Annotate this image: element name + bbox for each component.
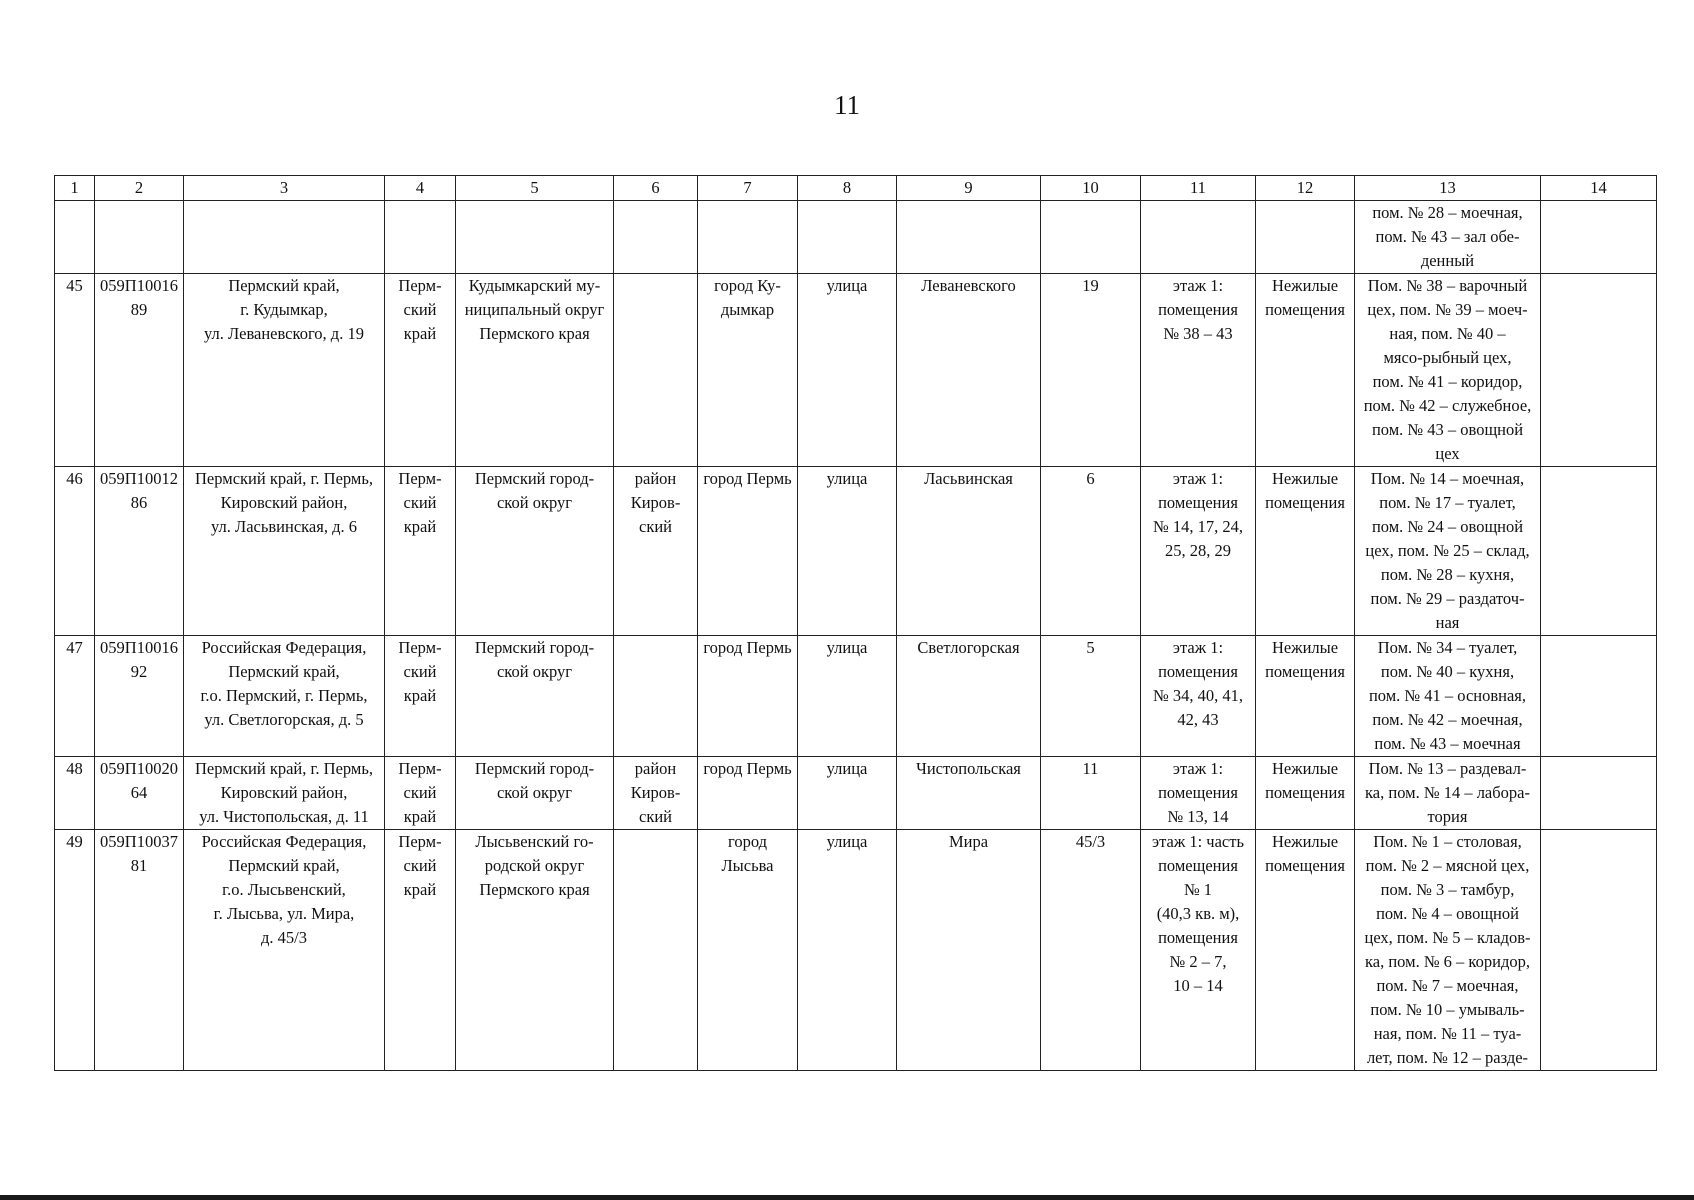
cell-object-type: Нежилые помещения — [1256, 636, 1355, 757]
scan-bottom-edge — [0, 1195, 1694, 1200]
cell-street-name: Светлогорская — [897, 636, 1041, 757]
cell-rooms-description: Пом. № 34 – туалет, пом. № 40 – кухня, пом. № 41 – основная, пом. № 42 – моечная, пом. № 43 – моечная — [1355, 636, 1541, 757]
cell-street-name: Мира — [897, 830, 1041, 1071]
cell-district — [614, 636, 698, 757]
cell-street-name: Ласьвинская — [897, 467, 1041, 636]
column-header: 7 — [698, 176, 798, 201]
cell-region: Перм- ский край — [385, 830, 456, 1071]
cell-region: Перм- ский край — [385, 636, 456, 757]
table-row — [55, 467, 1657, 636]
cell-municipality — [456, 201, 614, 274]
cell-registry-number: 059П10037 81 — [95, 830, 184, 1071]
cell-rooms-description: Пом. № 1 – столовая, пом. № 2 – мясной цех, пом. № 3 – тамбур, пом. № 4 – овощной цех, пом. № 5 – кладов- ка, пом. № 6 – коридор, пом. № 7 – моечная, пом. № 10 – умываль- ная, пом. № 11 – туа- лет, пом. № 12 – разде- — [1355, 830, 1541, 1071]
cell-rooms-description: Пом. № 14 – моечная, пом. № 17 – туалет, пом. № 24 – овощной цех, пом. № 25 – склад, пом. № 28 – кухня, пом. № 29 – раздаточ- ная — [1355, 467, 1541, 636]
cell-street-type: улица — [798, 757, 897, 830]
cell-house-number: 45/3 — [1041, 830, 1141, 1071]
column-header: 12 — [1256, 176, 1355, 201]
cell-municipality: Пермский город- ской округ — [456, 636, 614, 757]
cell-column-14 — [1541, 274, 1657, 467]
cell-municipality: Пермский город- ской округ — [456, 757, 614, 830]
column-header: 8 — [798, 176, 897, 201]
cell-street-type — [798, 201, 897, 274]
cell-rooms-description: пом. № 28 – моечная, пом. № 43 – зал обе- денный — [1355, 201, 1541, 274]
cell-premises — [1141, 201, 1256, 274]
cell-column-14 — [1541, 201, 1657, 274]
cell-settlement: город Пермь — [698, 636, 798, 757]
cell-district — [614, 830, 698, 1071]
cell-address: Российская Федерация, Пермский край, г.о. Лысьвенский, г. Лысьва, ул. Мира, д. 45/3 — [184, 830, 385, 1071]
cell-registry-number: 059П10016 92 — [95, 636, 184, 757]
table-row-continuation — [55, 201, 1657, 274]
registry-table — [54, 175, 1657, 1071]
table-row — [55, 830, 1657, 1071]
column-header: 13 — [1355, 176, 1541, 201]
cell-house-number — [1041, 201, 1141, 274]
cell-street-name: Леваневского — [897, 274, 1041, 467]
cell-rooms-description: Пом. № 13 – раздевал- ка, пом. № 14 – лабора- тория — [1355, 757, 1541, 830]
cell-street-type: улица — [798, 467, 897, 636]
column-header: 14 — [1541, 176, 1657, 201]
cell-street-type: улица — [798, 274, 897, 467]
column-header: 4 — [385, 176, 456, 201]
cell-premises: этаж 1: помещения № 14, 17, 24, 25, 28, 29 — [1141, 467, 1256, 636]
column-header: 11 — [1141, 176, 1256, 201]
cell-object-type: Нежилые помещения — [1256, 467, 1355, 636]
cell-row-number: 49 — [55, 830, 95, 1071]
table-row — [55, 636, 1657, 757]
table-row — [55, 757, 1657, 830]
cell-row-number: 47 — [55, 636, 95, 757]
column-header: 3 — [184, 176, 385, 201]
cell-street-type: улица — [798, 830, 897, 1071]
cell-district — [614, 274, 698, 467]
cell-column-14 — [1541, 467, 1657, 636]
cell-street-type: улица — [798, 636, 897, 757]
cell-district: район Киров- ский — [614, 757, 698, 830]
cell-district: район Киров- ский — [614, 467, 698, 636]
cell-region: Перм- ский край — [385, 757, 456, 830]
cell-address: Пермский край, г. Пермь, Кировский район, ул. Ласьвинская, д. 6 — [184, 467, 385, 636]
cell-house-number: 19 — [1041, 274, 1141, 467]
cell-column-14 — [1541, 830, 1657, 1071]
cell-settlement: город Лысьва — [698, 830, 798, 1071]
column-header: 2 — [95, 176, 184, 201]
cell-region — [385, 201, 456, 274]
cell-address — [184, 201, 385, 274]
cell-municipality: Кудымкарский му- ниципальный округ Пермского края — [456, 274, 614, 467]
page-number: 11 — [834, 90, 860, 120]
cell-rooms-description: Пом. № 38 – варочный цех, пом. № 39 – моеч- ная, пом. № 40 – мясо-рыбный цех, пом. № 41 – коридор, пом. № 42 – служебное, пом. № 43 – овощной цех — [1355, 274, 1541, 467]
cell-object-type: Нежилые помещения — [1256, 830, 1355, 1071]
cell-object-type — [1256, 201, 1355, 274]
cell-column-14 — [1541, 636, 1657, 757]
cell-house-number: 5 — [1041, 636, 1141, 757]
column-header: 1 — [55, 176, 95, 201]
column-number-row — [55, 176, 1657, 201]
cell-premises: этаж 1: помещения № 13, 14 — [1141, 757, 1256, 830]
cell-premises: этаж 1: часть помещения № 1 (40,3 кв. м), помещения № 2 – 7, 10 – 14 — [1141, 830, 1256, 1071]
cell-object-type: Нежилые помещения — [1256, 757, 1355, 830]
cell-row-number — [55, 201, 95, 274]
cell-premises: этаж 1: помещения № 34, 40, 41, 42, 43 — [1141, 636, 1256, 757]
cell-registry-number: 059П10012 86 — [95, 467, 184, 636]
cell-address: Российская Федерация, Пермский край, г.о. Пермский, г. Пермь, ул. Светлогорская, д. 5 — [184, 636, 385, 757]
cell-region: Перм- ский край — [385, 274, 456, 467]
column-header: 9 — [897, 176, 1041, 201]
cell-district — [614, 201, 698, 274]
cell-object-type: Нежилые помещения — [1256, 274, 1355, 467]
cell-settlement — [698, 201, 798, 274]
cell-registry-number: 059П10020 64 — [95, 757, 184, 830]
column-header: 10 — [1041, 176, 1141, 201]
cell-address: Пермский край, г. Пермь, Кировский район, ул. Чистопольская, д. 11 — [184, 757, 385, 830]
cell-address: Пермский край, г. Кудымкар, ул. Леваневского, д. 19 — [184, 274, 385, 467]
cell-region: Перм- ский край — [385, 467, 456, 636]
cell-house-number: 11 — [1041, 757, 1141, 830]
cell-settlement: город Пермь — [698, 467, 798, 636]
cell-street-name — [897, 201, 1041, 274]
column-header: 5 — [456, 176, 614, 201]
cell-registry-number: 059П10016 89 — [95, 274, 184, 467]
cell-street-name: Чистопольская — [897, 757, 1041, 830]
cell-row-number: 48 — [55, 757, 95, 830]
cell-settlement: город Ку- дымкар — [698, 274, 798, 467]
cell-column-14 — [1541, 757, 1657, 830]
cell-registry-number — [95, 201, 184, 274]
cell-row-number: 46 — [55, 467, 95, 636]
cell-municipality: Лысьвенский го- родской округ Пермского края — [456, 830, 614, 1071]
cell-row-number: 45 — [55, 274, 95, 467]
cell-municipality: Пермский город- ской округ — [456, 467, 614, 636]
table-row — [55, 274, 1657, 467]
cell-premises: этаж 1: помещения № 38 – 43 — [1141, 274, 1256, 467]
column-header: 6 — [614, 176, 698, 201]
cell-house-number: 6 — [1041, 467, 1141, 636]
cell-settlement: город Пермь — [698, 757, 798, 830]
